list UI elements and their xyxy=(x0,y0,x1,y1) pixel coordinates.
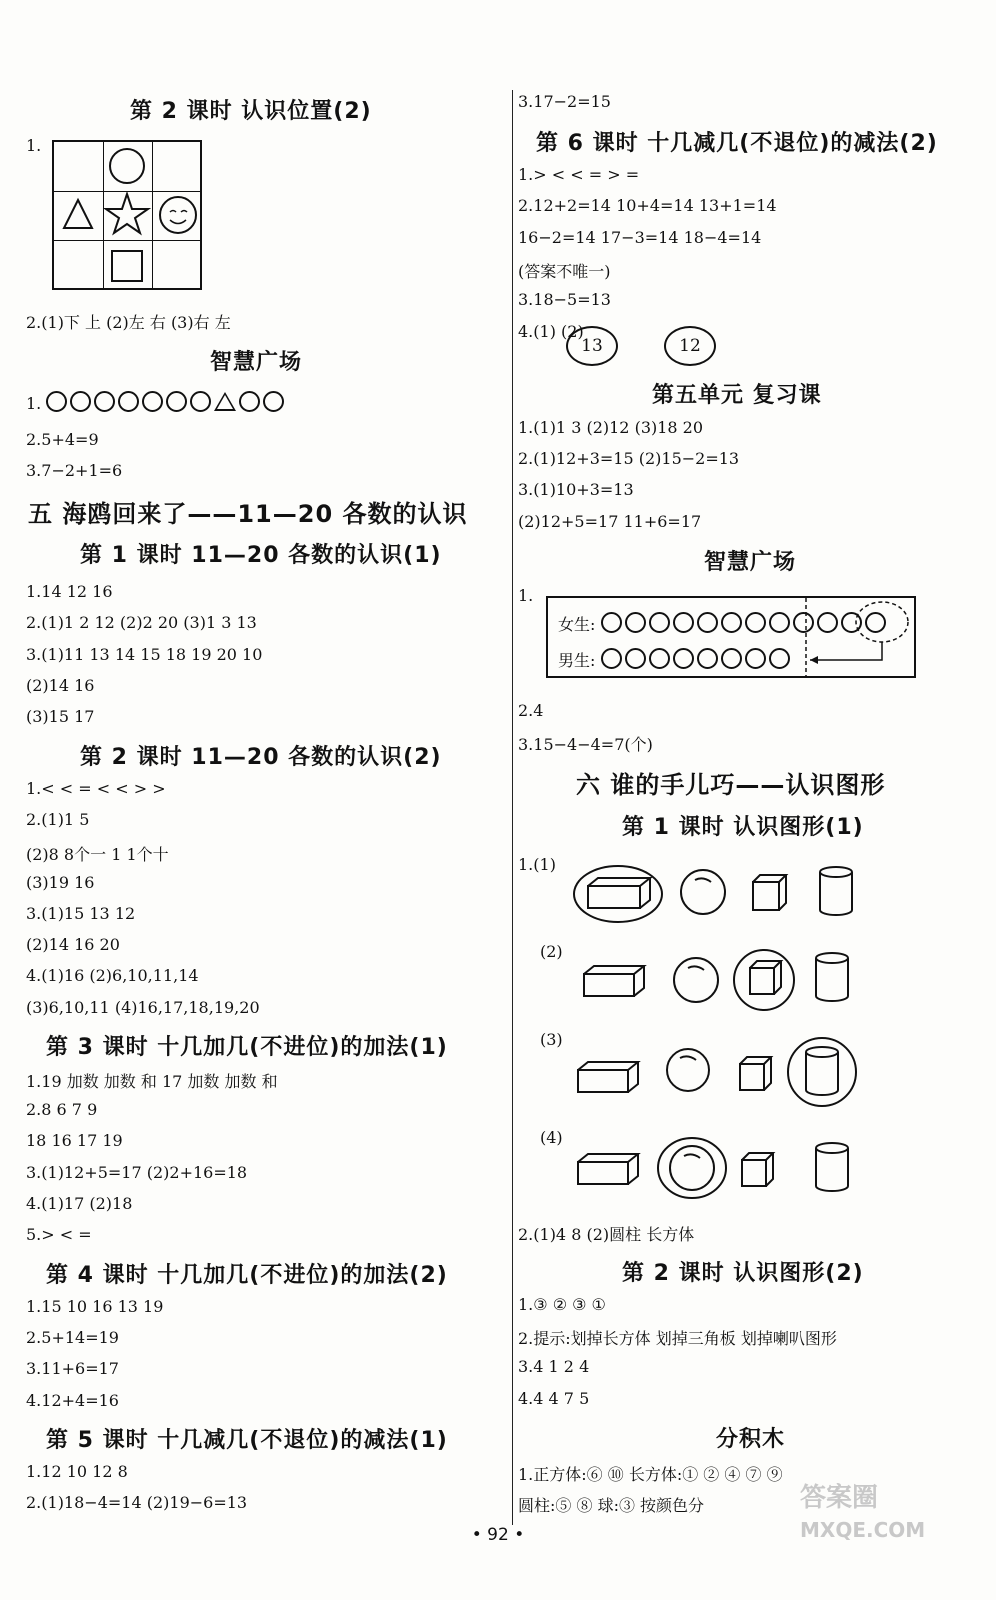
answer-line: 3.18−5=13 xyxy=(518,290,611,309)
section-title: 智慧广场 xyxy=(210,350,303,375)
section-title: 第 1 课时 认识图形(1) xyxy=(622,815,864,840)
unit-title: 六 谁的手儿巧——认识图形 xyxy=(576,771,886,799)
square-shape xyxy=(112,251,142,281)
answer-line: (3)6,10,11 (4)16,17,18,19,20 xyxy=(26,998,260,1017)
star-shape xyxy=(106,194,148,233)
girls-boys-box xyxy=(546,596,916,678)
unit-title: 五 海鸥回来了——11—20 各数的认识 xyxy=(28,500,468,528)
smiley-face-icon xyxy=(160,197,196,233)
circle-shape xyxy=(110,149,144,183)
answer-line: (2)14 16 xyxy=(26,676,95,695)
position-grid xyxy=(52,140,202,290)
section-title: 第 4 课时 十几加几(不进位)的加法(2) xyxy=(46,1263,448,1288)
answer-line: 2.(1)下 上 (2)左 右 (3)右 左 xyxy=(26,313,231,332)
answer-line: (答案不唯一) xyxy=(518,262,611,281)
answer-line: 3.17−2=15 xyxy=(518,92,611,111)
answer-line: 1. xyxy=(26,391,287,413)
answer-line: 4.(1)16 (2)6,10,11,14 xyxy=(26,966,199,985)
answer-line: 1.12 10 12 8 xyxy=(26,1462,128,1481)
watermark: 答案圈 MXQE.COM xyxy=(800,1483,926,1543)
section-title: 第 6 课时 十几减几(不退位)的减法(2) xyxy=(536,131,938,156)
answer-line: 1.15 10 16 13 19 xyxy=(26,1297,164,1316)
section-title: 第五单元 复习课 xyxy=(652,383,822,408)
solid-shapes-figure xyxy=(568,852,868,1212)
answer-line: 1.正方体:⑥ ⑩ 长方体:① ② ④ ⑦ ⑨ xyxy=(518,1465,783,1484)
answer-line: (3)15 17 xyxy=(26,707,95,726)
page-number: • 92 • xyxy=(471,1525,525,1545)
answer-circle: 12 xyxy=(664,326,716,366)
answer-line: (2)8 8个一 1 1个十 xyxy=(26,845,169,864)
section-title: 分积木 xyxy=(716,1427,786,1452)
section-title: 第 2 课时 认识位置(2) xyxy=(130,99,372,124)
answer-line: 1.> < < = > = xyxy=(518,165,640,184)
answer-line: 2.5+4=9 xyxy=(26,430,99,449)
answer-line: 圆柱:⑤ ⑧ 球:③ 按颜色分 xyxy=(518,1496,705,1515)
answer-line: 3.(1)10+3=13 xyxy=(518,480,634,499)
answer-line: 3.(1)11 13 14 15 18 19 20 10 xyxy=(26,645,263,664)
column-divider xyxy=(512,90,513,1525)
question-label: (3) xyxy=(540,1030,563,1049)
answer-line: 2.5+14=19 xyxy=(26,1328,119,1347)
answer-line: 1.14 12 16 xyxy=(26,582,113,601)
section-title: 第 2 课时 认识图形(2) xyxy=(622,1261,864,1286)
answer-line: 2.(1)18−4=14 (2)19−6=13 xyxy=(26,1493,248,1512)
answer-line: (3)19 16 xyxy=(26,873,95,892)
answer-line: 2.8 6 7 9 xyxy=(26,1100,98,1119)
grid-shapes xyxy=(54,142,202,290)
answer-line: 2.4 xyxy=(518,701,544,720)
answer-line: 1.< < = < < > > xyxy=(26,779,166,798)
answer-line: 4.12+4=16 xyxy=(26,1391,119,1410)
answer-line: 2.(1)1 5 xyxy=(26,810,90,829)
comparison-marks xyxy=(548,598,914,676)
section-title: 第 3 课时 十几加几(不进位)的加法(1) xyxy=(46,1035,448,1060)
answer-line: 3.(1)12+5=17 (2)2+16=18 xyxy=(26,1163,248,1182)
answer-circle: 13 xyxy=(566,326,618,366)
answer-line: 2.提示:划掉长方体 划掉三角板 划掉喇叭图形 xyxy=(518,1329,837,1348)
question-label: (4) xyxy=(540,1128,563,1147)
answer-line: 4.4 4 7 5 xyxy=(518,1389,590,1408)
answer-line: 3.(1)15 13 12 xyxy=(26,904,136,923)
question-label: 1. xyxy=(26,136,42,155)
girls-row: 女生: xyxy=(558,612,889,635)
answer-line: 1.19 加数 加数 和 17 加数 加数 和 xyxy=(26,1072,278,1091)
answer-line: 16−2=14 17−3=14 18−4=14 xyxy=(518,228,762,247)
answer-line: 4.(1) (2) xyxy=(518,322,584,341)
answer-line: (2)12+5=17 11+6=17 xyxy=(518,512,702,531)
section-title: 第 1 课时 11—20 各数的认识(1) xyxy=(80,543,442,568)
triangle-shape xyxy=(64,200,92,228)
section-title: 智慧广场 xyxy=(704,550,797,575)
boys-row: 男生: xyxy=(558,648,793,671)
answer-line: 18 16 17 19 xyxy=(26,1131,123,1150)
answer-line: 2.(1)12+3=15 (2)15−2=13 xyxy=(518,449,740,468)
answer-line: 3.15−4−4=7(个) xyxy=(518,735,653,754)
answer-line: 3.4 1 2 4 xyxy=(518,1357,590,1376)
answer-line: 5.> < = xyxy=(26,1225,92,1244)
question-label: 1. xyxy=(518,586,534,605)
answer-line: 3.11+6=17 xyxy=(26,1359,119,1378)
answer-line: 1.③ ② ③ ① xyxy=(518,1295,606,1314)
question-label: (2) xyxy=(540,942,563,961)
answer-line: 2.(1)4 8 (2)圆柱 长方体 xyxy=(518,1225,695,1244)
answer-line: 2.(1)1 2 12 (2)2 20 (3)1 3 13 xyxy=(26,613,257,632)
answer-line: (2)14 16 20 xyxy=(26,935,120,954)
section-title: 第 2 课时 11—20 各数的认识(2) xyxy=(80,745,442,770)
answer-line: 1.(1)1 3 (2)12 (3)18 20 xyxy=(518,418,704,437)
section-title: 第 5 课时 十几减几(不退位)的减法(1) xyxy=(46,1428,448,1453)
answer-line: 2.12+2=14 10+4=14 13+1=14 xyxy=(518,196,777,215)
question-label: 1.(1) xyxy=(518,855,556,874)
answer-line: 3.7−2+1=6 xyxy=(26,461,123,480)
answer-line: 4.(1)17 (2)18 xyxy=(26,1194,133,1213)
